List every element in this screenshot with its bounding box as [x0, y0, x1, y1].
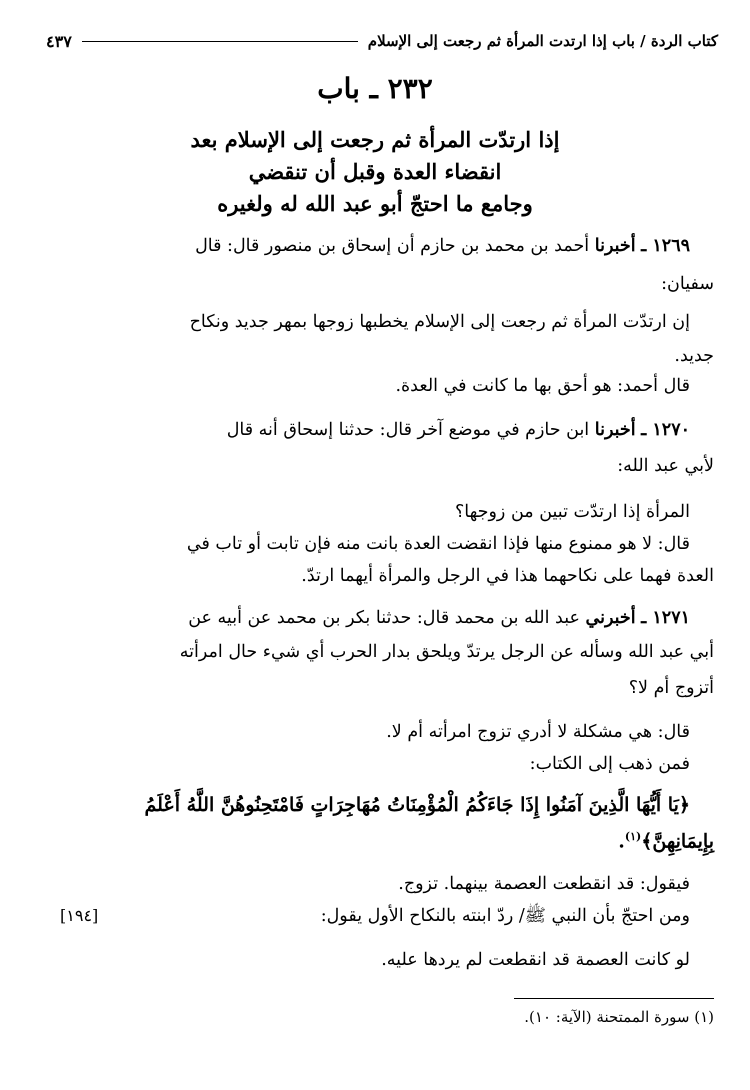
- hadith-text: أحمد بن محمد بن حازم أن إسحاق بن منصور قال: قال: [195, 236, 590, 256]
- footnote-rule: [514, 998, 714, 999]
- running-head: [46, 28, 718, 54]
- hadith-text: عبد الله بن محمد قال: حدثنا بكر بن محمد عن أبيه عن: [188, 608, 580, 628]
- hadith-number: ١٢٧١ ـ: [641, 608, 690, 628]
- hadith-1269-line: [32, 236, 690, 256]
- hadith-1271-line: قال: هي مشكلة لا أدري تزوج امرأته أم لا.: [386, 722, 690, 742]
- hadith-1269-line: سفيان:: [661, 274, 714, 294]
- quran-verse-end: بِإِيمَانِهِنَّ﴾: [641, 830, 714, 853]
- running-head-title: كتاب الردة / باب إذا ارتدت المرأة ثم رجعت إلى الإسلام: [367, 32, 718, 50]
- hadith-1270-line: قال: لا هو ممنوع منها فإذا انقضت العدة بانت منه فإن تابت أو تاب في: [186, 534, 690, 554]
- hadith-1271-line: أتزوج أم لا؟: [628, 678, 714, 698]
- quran-verse: ﴿يَا أَيُّهَا الَّذِينَ آمَنُوا إِذَا جَاءَكُمُ الْمُؤْمِنَاتُ مُهَاجِرَاتٍ فَامْتَحِنُوهُنَّ اللَّهُ أَعْلَمُ: [144, 794, 690, 816]
- page-number: ٤٣٧: [46, 31, 72, 51]
- hadith-1271-line: أبي عبد الله وسأله عن الرجل يرتدّ ويلحق بدار الحرب أي شيء حال امرأته: [179, 642, 714, 662]
- chapter-heading-line: انقضاء العدة وقبل أن تنقضي: [248, 159, 502, 184]
- chapter-heading-line: وجامع ما احتجّ أبو عبد الله له ولغيره: [217, 191, 533, 216]
- quran-verse: بِإِيمَانِهِنَّ﴾$^{(١)}$.: [618, 830, 714, 853]
- footnote: (١) سورة الممتحنة (الآية: ١٠).: [524, 1008, 714, 1026]
- hadith-1271-line: [32, 608, 690, 628]
- hadith-1271-line: لو كانت العصمة قد انقطعت لم يردها عليه.: [381, 950, 690, 970]
- hadith-lead-word: أخبرني: [585, 608, 636, 628]
- margin-page-marker: [١٩٤]: [60, 906, 99, 925]
- hadith-1270-line: المرأة إذا ارتدّت تبين من زوجها؟: [454, 502, 690, 522]
- hadith-1270-line: لأبي عبد الله:: [617, 456, 714, 476]
- chapter-heading-line: إذا ارتدّت المرأة ثم رجعت إلى الإسلام بعد: [190, 127, 560, 152]
- hadith-number: ١٢٦٩ ـ: [641, 236, 690, 256]
- chapter-title: ٢٣٢ ـ باب: [317, 72, 433, 105]
- hadith-1269-line: قال أحمد: هو أحق بها ما كانت في العدة.: [395, 376, 690, 396]
- hadith-lead-word: أخبرنا: [594, 236, 636, 256]
- footnote-ref: (١): [624, 830, 642, 843]
- hadith-1271-line: ومن احتجّ بأن النبي ﷺ/ ردّ ابنته بالنكاح الأول يقول:: [320, 906, 690, 926]
- running-head-rule: [82, 41, 358, 42]
- hadith-1270-line: العدة فهما على نكاحهما هذا في الرجل والمرأة أيهما ارتدّ.: [301, 566, 714, 586]
- hadith-1271-line: فمن ذهب إلى الكتاب:: [529, 754, 690, 774]
- hadith-1270-line: [32, 420, 690, 440]
- hadith-1269-line: إن ارتدّت المرأة ثم رجعت إلى الإسلام يخطبها زوجها بمهر جديد ونكاح: [189, 312, 690, 332]
- hadith-number: ١٢٧٠ ـ: [641, 420, 690, 440]
- hadith-1271-line: فيقول: قد انقطعت العصمة بينهما. تزوج.: [398, 874, 690, 894]
- hadith-text: ابن حازم في موضع آخر قال: حدثنا إسحاق أنه قال: [226, 420, 590, 440]
- hadith-1269-line: جديد.: [674, 346, 714, 366]
- chapter-heading: [60, 124, 690, 220]
- hadith-lead-word: أخبرنا: [594, 420, 636, 440]
